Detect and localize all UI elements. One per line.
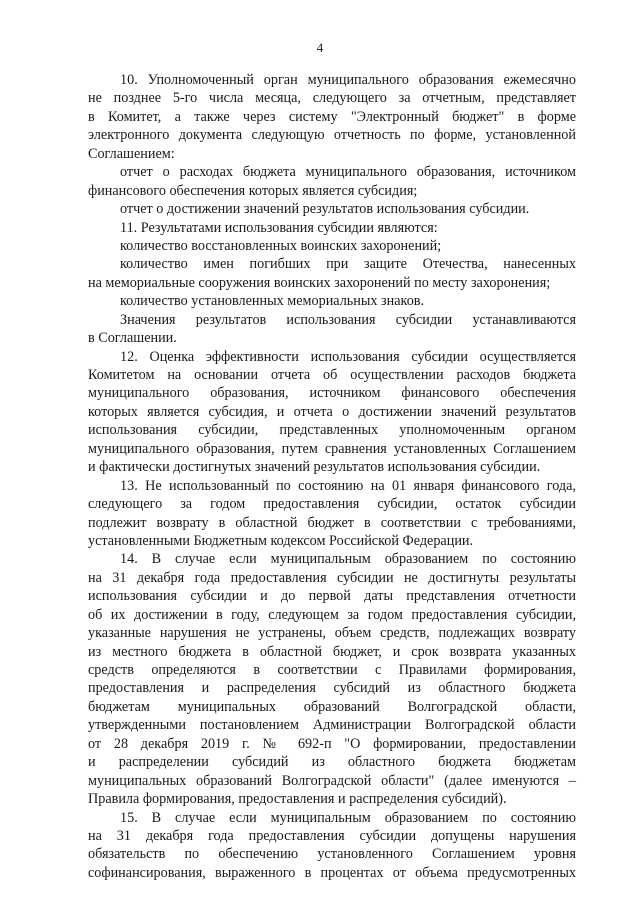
text-line: не позднее 5-го числа месяца, следующего за отчетным, представляет <box>88 90 576 107</box>
text-line: 14. В случае если муниципальным образованием по состоянию <box>120 551 576 568</box>
text-line: Правила формирования, предоставления и распределения субсидий). <box>88 791 507 808</box>
text-line: отчет о расходах бюджета муниципального образования, источником <box>120 164 576 181</box>
text-line: муниципальных образований Волгоградской области" (далее именуются – <box>88 772 576 789</box>
document-body <box>88 71 576 882</box>
text-line: подлежит возврату в областной бюджет в соответствии с требованиями, <box>88 514 576 531</box>
text-line: и фактически достигнутых значений результатов использования субсидии. <box>88 459 541 476</box>
text-line: 13. Не использованный по состоянию на 01 января финансового года, <box>120 477 576 494</box>
text-line: в Соглашении. <box>88 330 177 347</box>
text-line: в Комитет, а также через систему "Электронный бюджет" в форме <box>88 108 576 125</box>
text-line: количество установленных мемориальных знаков. <box>120 293 425 310</box>
text-line: на мемориальные сооружения воинских захоронений по месту захоронения; <box>88 274 551 291</box>
text-line: муниципального образования, путем сравнения установленных Соглашением <box>88 440 576 457</box>
text-line: количество восстановленных воинских захоронений; <box>120 237 442 254</box>
text-line: из местного бюджета в областной бюджет, и срок возврата указанных <box>88 643 576 660</box>
text-line: установленными Бюджетным кодексом Российской Федерации. <box>88 532 474 549</box>
text-line: на 31 декабря года предоставления субсидии допущены нарушения <box>88 827 576 844</box>
text-line: 10. Уполномоченный орган муниципального образования ежемесячно <box>120 72 576 88</box>
text-line: Комитетом на основании отчета об осуществлении расходов бюджета <box>88 367 576 383</box>
text-line: электронного документа следующую отчетность по форме, установленной <box>88 127 576 144</box>
text-line: отчет о достижении значений результатов использования субсидии. <box>120 201 530 218</box>
text-line: об их достижении в году, следующем за годом предоставления субсидии, <box>88 606 576 623</box>
text-line: и распределении субсидий из областного бюджета бюджетам <box>88 754 576 771</box>
text-line: Соглашением: <box>88 145 175 162</box>
text-line: использования субсидии, представленных уполномоченным органом <box>88 422 576 439</box>
text-line: использования субсидии и до первой даты представления отчетности <box>88 588 576 605</box>
text-line: муниципального образования, источником финансового обеспечения <box>88 385 576 402</box>
text-line: утвержденными постановлением Администрации Волгоградской области <box>88 717 576 734</box>
text-line: Значения результатов использования субсидии устанавливаются <box>120 311 576 328</box>
text-line: предоставления и распределения субсидий из областного бюджета <box>88 680 576 697</box>
text-line: софинансирования, выраженного в процентах от объема предусмотренных <box>88 864 576 881</box>
text-line: обязательств по обеспечению установленного Соглашением уровня <box>88 846 576 863</box>
text-line: указанные нарушения не устранены, объем средств, подлежащих возврату <box>88 625 576 642</box>
text-line: бюджетам муниципальных образований Волгоградской области, <box>88 698 576 715</box>
text-line: которых является субсидия, и отчета о достижении значений результатов <box>88 403 576 420</box>
page-number: 4 <box>316 40 324 55</box>
text-line: 11. Результатами использования субсидии являются: <box>120 219 438 236</box>
text-line: на 31 декабря года предоставления субсидии не достигнуты результаты <box>88 569 576 586</box>
text-line: финансового обеспечения которых является субсидия; <box>88 182 418 199</box>
text-line: 15. В случае если муниципальным образованием по состоянию <box>120 809 576 826</box>
text-line: 12. Оценка эффективности использования субсидии осуществляется <box>120 348 576 365</box>
text-line: от 28 декабря 2019 г. № 692-п "О формировании, предоставлении <box>88 735 576 752</box>
text-line: следующего за годом предоставления субсидии, остаток субсидии <box>88 496 576 513</box>
text-line: количество имен погибших при защите Отечества, нанесенных <box>120 256 576 273</box>
text-line: средств определяются в соответствии с Правилами формирования, <box>88 662 576 678</box>
